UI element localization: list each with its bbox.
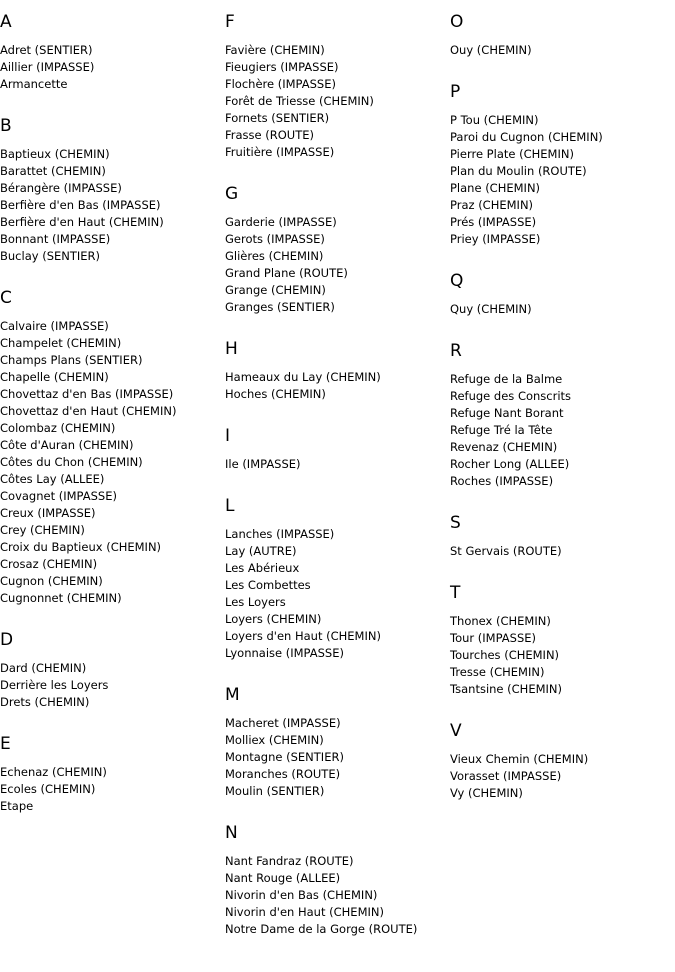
street-list-item: Ouy (CHEMIN) [450, 43, 532, 57]
section-letter-heading: I [225, 426, 231, 446]
street-list-item: Fornets (SENTIER) [225, 111, 330, 125]
street-list-item: Les Abérieux [225, 561, 300, 575]
street-list-item: Aillier (IMPASSE) [0, 60, 95, 74]
street-list-item: Nivorin d'en Bas (CHEMIN) [225, 888, 378, 902]
street-list-item: Plan du Moulin (ROUTE) [450, 164, 587, 178]
street-list-item: Drets (CHEMIN) [0, 695, 90, 709]
street-list-item: Glières (CHEMIN) [225, 249, 324, 263]
section-letter-heading: V [450, 721, 462, 741]
street-list-item: Plane (CHEMIN) [450, 181, 541, 195]
street-list-item: Armancette [0, 77, 68, 91]
street-list [450, 42, 675, 59]
street-list-item: Molliex (CHEMIN) [225, 733, 324, 747]
street-list-item: Lanches (IMPASSE) [225, 527, 335, 541]
street-list [450, 613, 675, 698]
street-list-item: Refuge des Conscrits [450, 389, 572, 403]
street-list-item: Vieux Chemin (CHEMIN) [450, 752, 589, 766]
street-list-item: Colombaz (CHEMIN) [0, 421, 116, 435]
section-letter-heading: D [0, 630, 14, 650]
index-column-3 [450, 12, 675, 802]
street-list-item: Hoches (CHEMIN) [225, 387, 326, 401]
street-list-item: Crey (CHEMIN) [0, 523, 85, 537]
letter-section-g [225, 184, 450, 316]
street-list-item: Refuge Tré la Tête [450, 423, 553, 437]
street-list-item: Côtes du Chon (CHEMIN) [0, 455, 143, 469]
street-list-item: Refuge Nant Borant [450, 406, 564, 420]
street-list-item: Flochère (IMPASSE) [225, 77, 336, 91]
letter-section-v [450, 721, 675, 802]
section-letter-heading: M [225, 685, 240, 705]
street-list-item: Tourches (CHEMIN) [450, 648, 560, 662]
street-list-item: Roches (IMPASSE) [450, 474, 554, 488]
street-list-item: Côte d'Auran (CHEMIN) [0, 438, 134, 452]
letter-section-n [225, 823, 450, 938]
street-list-item: Buclay (SENTIER) [0, 249, 101, 263]
street-list-item: Granges (SENTIER) [225, 300, 335, 314]
street-list-item: Priey (IMPASSE) [450, 232, 541, 246]
street-list-item: Thonex (CHEMIN) [450, 614, 551, 628]
street-list-item: Loyers (CHEMIN) [225, 612, 322, 626]
street-list-item: Ecoles (CHEMIN) [0, 782, 96, 796]
street-list-item: Cugnonnet (CHEMIN) [0, 591, 122, 605]
street-list-item: Frasse (ROUTE) [225, 128, 314, 142]
section-letter-heading: E [0, 734, 11, 754]
index-column-1 [0, 12, 225, 815]
street-list [450, 112, 675, 248]
street-list-item: Etape [0, 799, 34, 813]
street-list-item: Pierre Plate (CHEMIN) [450, 147, 574, 161]
street-list-item: Grange (CHEMIN) [225, 283, 326, 297]
section-letter-heading: R [450, 341, 462, 361]
letter-section-t [450, 583, 675, 698]
letter-section-h [225, 339, 450, 403]
street-list-item: Cugnon (CHEMIN) [0, 574, 103, 588]
street-list-item: Fieugiers (IMPASSE) [225, 60, 339, 74]
street-list-item: Croix du Baptieux (CHEMIN) [0, 540, 162, 554]
street-list [0, 42, 225, 93]
street-list [225, 369, 450, 403]
street-list-item: Garderie (IMPASSE) [225, 215, 337, 229]
street-list-item: Paroi du Cugnon (CHEMIN) [450, 130, 603, 144]
letter-section-l [225, 496, 450, 662]
street-list [0, 318, 225, 607]
street-list-item: Favière (CHEMIN) [225, 43, 325, 57]
section-letter-heading: Q [450, 271, 464, 291]
street-list-item: Berfière d'en Bas (IMPASSE) [0, 198, 161, 212]
street-list-item: Moranches (ROUTE) [225, 767, 341, 781]
street-list-item: Ile (IMPASSE) [225, 457, 301, 471]
street-list-item: Calvaire (IMPASSE) [0, 319, 109, 333]
section-letter-heading: S [450, 513, 461, 533]
street-list [225, 526, 450, 662]
street-list [450, 543, 675, 560]
street-list [0, 764, 225, 815]
street-list [225, 853, 450, 938]
street-list-item: Nant Fandraz (ROUTE) [225, 854, 354, 868]
section-letter-heading: F [225, 12, 235, 32]
letter-section-o [450, 12, 675, 59]
street-list-item: Macheret (IMPASSE) [225, 716, 341, 730]
letter-section-s [450, 513, 675, 560]
street-list-item: Montagne (SENTIER) [225, 750, 344, 764]
street-list-item: Derrière les Loyers [0, 678, 109, 692]
street-list-item: Bonnant (IMPASSE) [0, 232, 111, 246]
section-letter-heading: O [450, 12, 464, 32]
street-list-item: Vy (CHEMIN) [450, 786, 523, 800]
street-list-item: Forêt de Triesse (CHEMIN) [225, 94, 374, 108]
street-list [225, 42, 450, 161]
street-list-item: Crosaz (CHEMIN) [0, 557, 98, 571]
street-list-item: Côtes Lay (ALLEE) [0, 472, 105, 486]
letter-section-f [225, 12, 450, 161]
street-list [0, 660, 225, 711]
street-list-item: Loyers d'en Haut (CHEMIN) [225, 629, 381, 643]
street-list-item: Gerots (IMPASSE) [225, 232, 325, 246]
street-list-item: Chapelle (CHEMIN) [0, 370, 109, 384]
street-list-item: Tresse (CHEMIN) [450, 665, 545, 679]
letter-section-b [0, 116, 225, 265]
section-letter-heading: P [450, 82, 461, 102]
letter-section-i [225, 426, 450, 473]
street-list [450, 751, 675, 802]
street-list-item: Dard (CHEMIN) [0, 661, 87, 675]
letter-section-q [450, 271, 675, 318]
street-list-item: Covagnet (IMPASSE) [0, 489, 117, 503]
section-letter-heading: A [0, 12, 12, 32]
street-list-item: Chovettaz d'en Haut (CHEMIN) [0, 404, 177, 418]
street-list-item: Nant Rouge (ALLEE) [225, 871, 341, 885]
street-list [0, 146, 225, 265]
street-list-item: Hameaux du Lay (CHEMIN) [225, 370, 381, 384]
letter-section-m [225, 685, 450, 800]
letter-section-d [0, 630, 225, 711]
street-list-item: Vorasset (IMPASSE) [450, 769, 562, 783]
street-list-item: Grand Plane (ROUTE) [225, 266, 348, 280]
street-list-item: Notre Dame de la Gorge (ROUTE) [225, 922, 418, 936]
street-list-item: Refuge de la Balme [450, 372, 563, 386]
street-list-item: Baptieux (CHEMIN) [0, 147, 110, 161]
street-list [225, 456, 450, 473]
section-letter-heading: B [0, 116, 12, 136]
street-list-item: Bérangère (IMPASSE) [0, 181, 122, 195]
street-list-item: Rocher Long (ALLEE) [450, 457, 570, 471]
letter-section-c [0, 288, 225, 607]
street-list-item: Les Combettes [225, 578, 311, 592]
section-letter-heading: H [225, 339, 238, 359]
letter-section-r [450, 341, 675, 490]
street-list-item: Adret (SENTIER) [0, 43, 93, 57]
street-list-item: Barattet (CHEMIN) [0, 164, 106, 178]
street-list-item: Praz (CHEMIN) [450, 198, 534, 212]
street-list-item: St Gervais (ROUTE) [450, 544, 562, 558]
street-list-item: Tour (IMPASSE) [450, 631, 536, 645]
street-list-item: Fruitière (IMPASSE) [225, 145, 335, 159]
street-list-item: Lyonnaise (IMPASSE) [225, 646, 344, 660]
street-list [225, 214, 450, 316]
letter-section-a [0, 12, 225, 93]
section-letter-heading: L [225, 496, 235, 516]
street-list-item: Berfière d'en Haut (CHEMIN) [0, 215, 164, 229]
street-list-item: Echenaz (CHEMIN) [0, 765, 107, 779]
section-letter-heading: N [225, 823, 238, 843]
street-list-item: Creux (IMPASSE) [0, 506, 96, 520]
street-list-item: Lay (AUTRE) [225, 544, 297, 558]
street-list-item: Moulin (SENTIER) [225, 784, 325, 798]
section-letter-heading: T [450, 583, 461, 603]
street-list-item: Champelet (CHEMIN) [0, 336, 122, 350]
letter-section-e [0, 734, 225, 815]
street-list-item: Chovettaz d'en Bas (IMPASSE) [0, 387, 174, 401]
street-list-item: Nivorin d'en Haut (CHEMIN) [225, 905, 384, 919]
street-list-item: P Tou (CHEMIN) [450, 113, 539, 127]
street-list-item: Quy (CHEMIN) [450, 302, 532, 316]
street-list [450, 301, 675, 318]
index-column-2 [225, 12, 450, 938]
section-letter-heading: G [225, 184, 239, 204]
street-list-item: Revenaz (CHEMIN) [450, 440, 558, 454]
street-list-item: Champs Plans (SENTIER) [0, 353, 143, 367]
street-list-item: Les Loyers [225, 595, 286, 609]
street-list-item: Prés (IMPASSE) [450, 215, 537, 229]
section-letter-heading: C [0, 288, 12, 308]
street-list-item: Tsantsine (CHEMIN) [450, 682, 562, 696]
street-list [225, 715, 450, 800]
street-list [450, 371, 675, 490]
letter-section-p [450, 82, 675, 248]
